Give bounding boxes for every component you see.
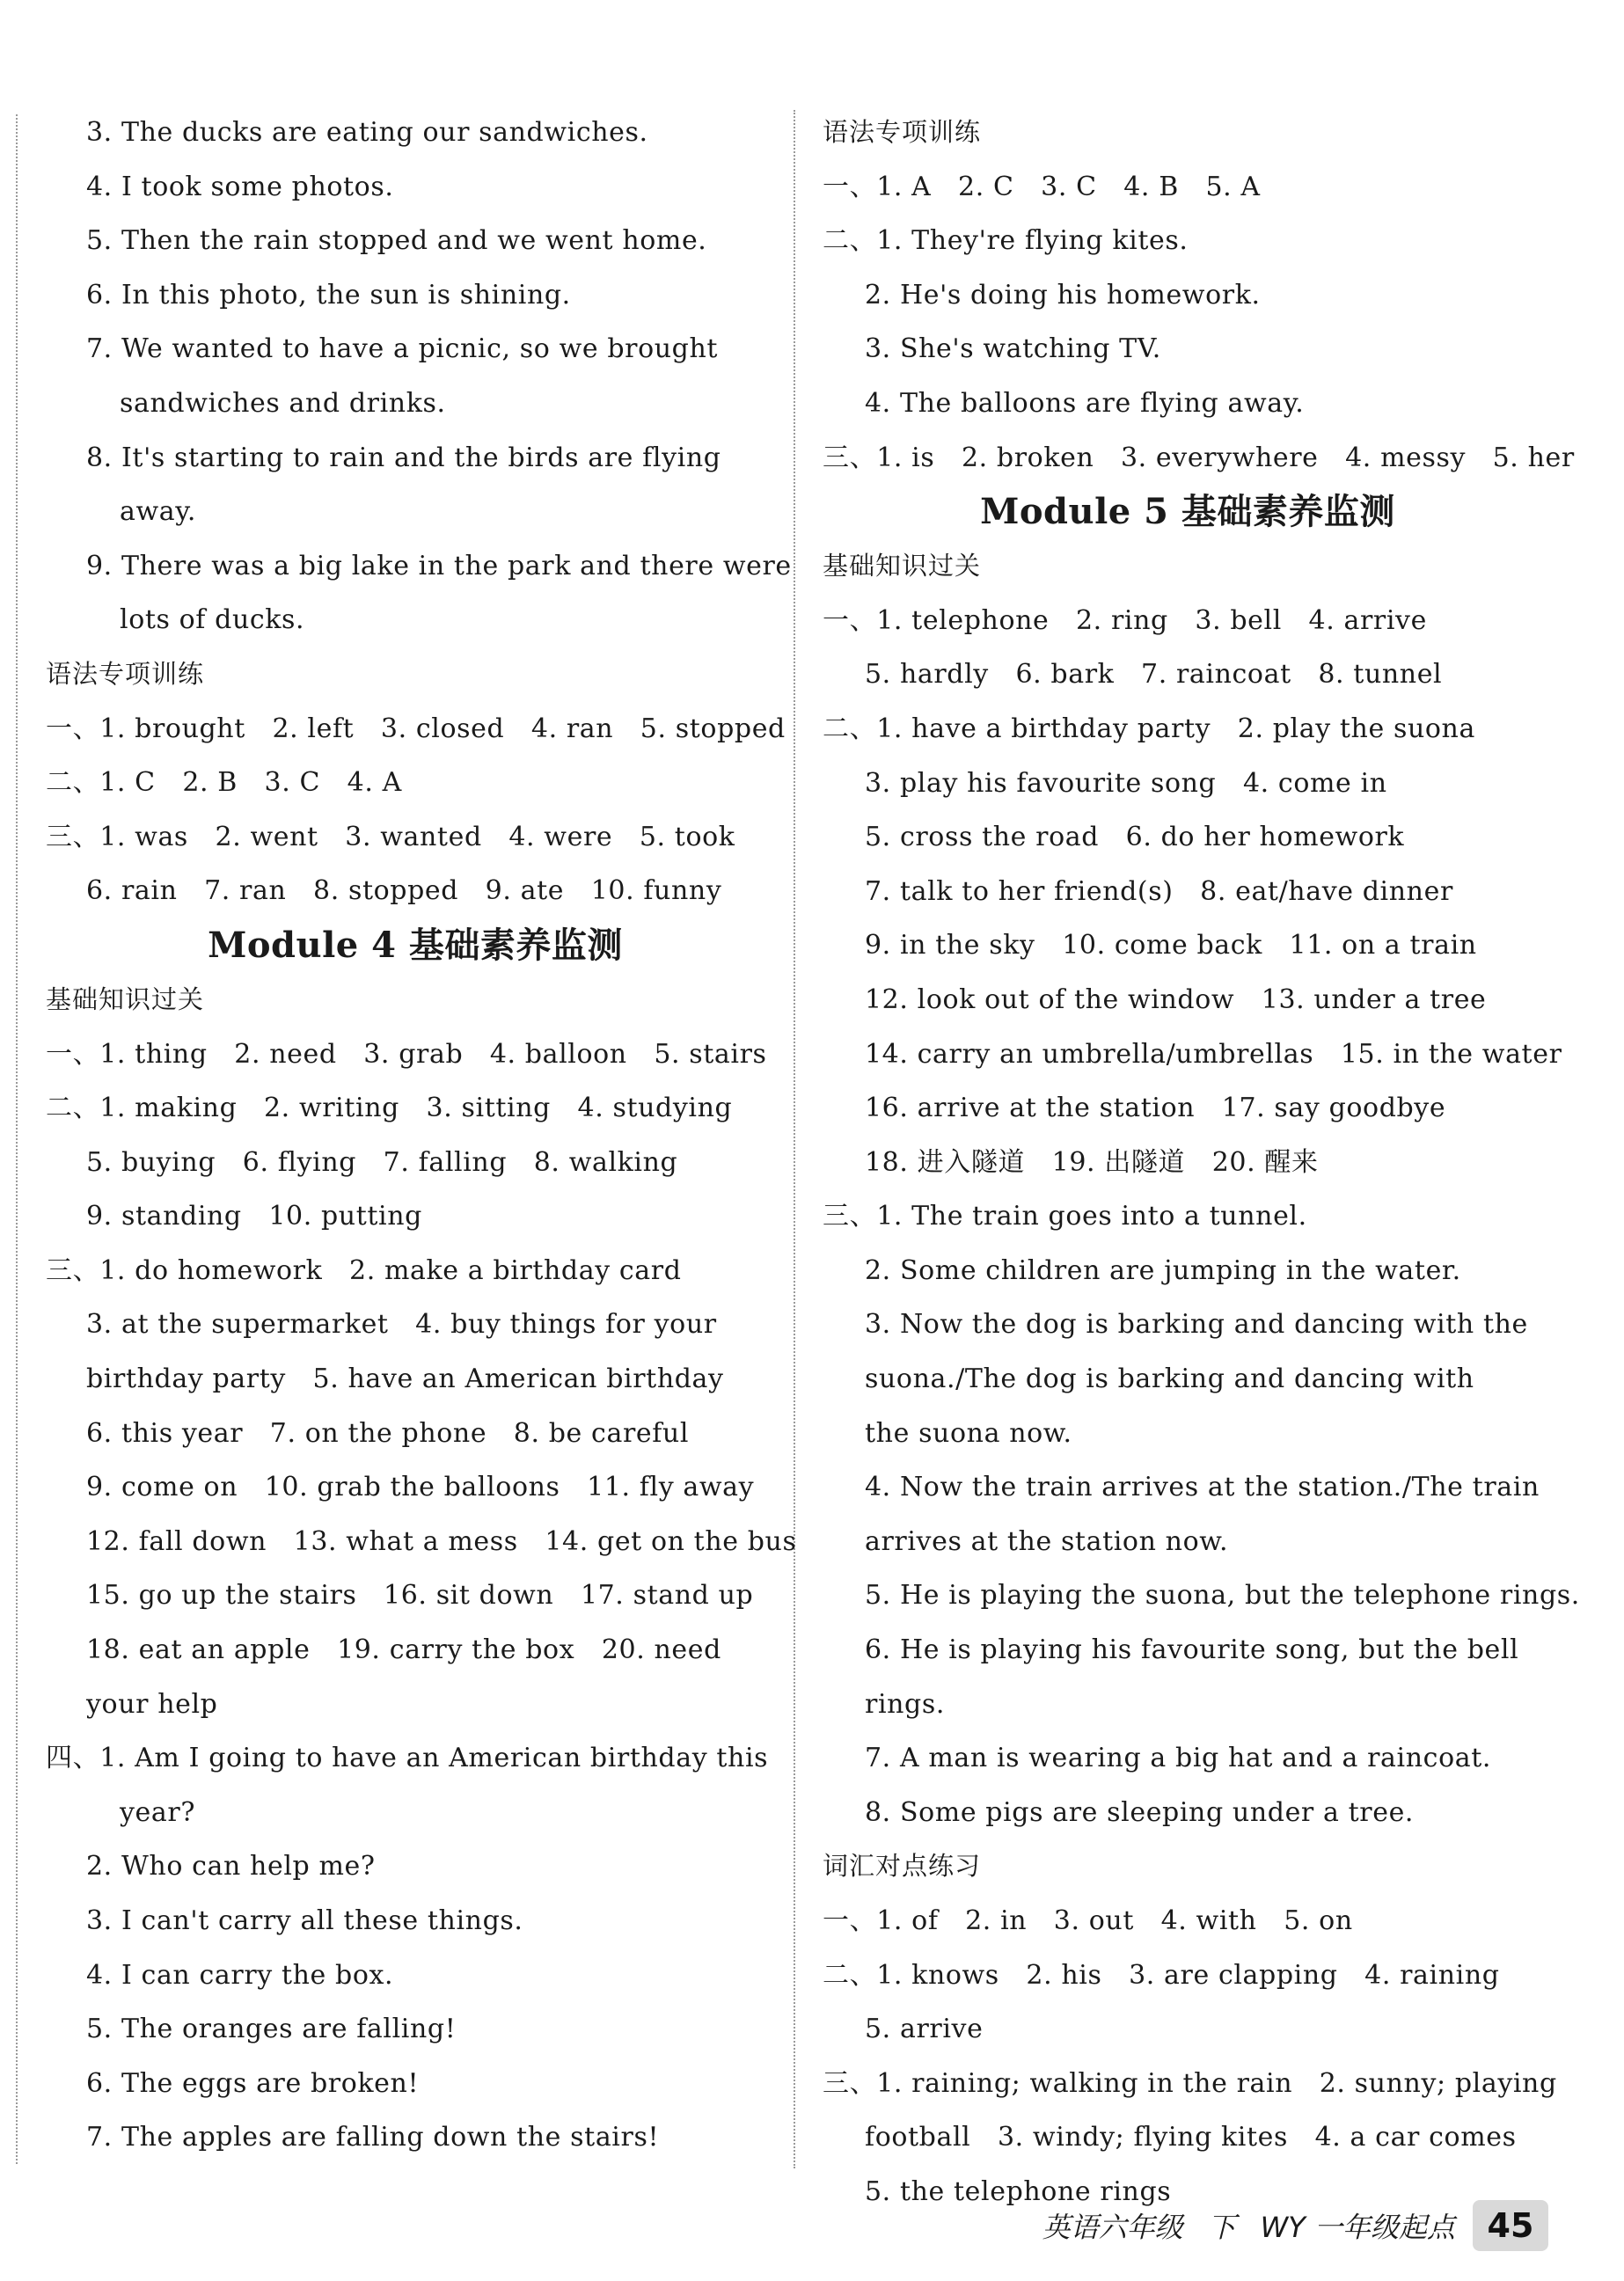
answer-line: 2. Who can help me? — [86, 1851, 376, 1883]
answer-line: 二、1. making 2. writing 3. sitting 4. studying — [46, 1093, 733, 1124]
answer-line: 一、1. brought 2. left 3. closed 4. ran 5. stopped — [46, 713, 786, 744]
answer-line: 二、1. C 2. B 3. C 4. A — [46, 767, 402, 799]
answer-line: football 3. windy; flying kites 4. a car comes — [865, 2122, 1517, 2153]
answer-line: 5. hardly 6. bark 7. raincoat 8. tunnel — [865, 659, 1443, 691]
section-heading: 基础知识过关 — [46, 983, 205, 1014]
footer-edition: WY 一年级起点 — [1260, 2211, 1455, 2244]
answer-line: 6. He is playing his favourite song, but the bell — [865, 1634, 1519, 1666]
answer-line: 5. The oranges are falling! — [86, 2014, 457, 2045]
answer-line: 3. The ducks are eating our sandwiches. — [86, 117, 648, 148]
answer-line: 12. look out of the window 13. under a tree — [865, 983, 1487, 1015]
answer-line: 18. 进入隧道 19. 出隧道 20. 醒来 — [865, 1146, 1319, 1178]
answer-line: 三、1. The train goes into a tunnel. — [823, 1201, 1307, 1232]
left-column — [46, 106, 797, 2165]
answer-line: 6. this year 7. on the phone 8. be careful — [86, 1417, 690, 1449]
answer-line: 三、1. was 2. went 3. wanted 4. were 5. took — [46, 821, 735, 852]
answer-line: 15. go up the stairs 16. sit down 17. stand up — [86, 1580, 754, 1612]
answer-line: 12. fall down 13. what a mess 14. get on the bus — [86, 1525, 797, 1557]
answer-line: 9. There was a big lake in the park and there were — [86, 550, 792, 581]
answer-line: 四、1. Am I going to have an American birthday this — [46, 1743, 769, 1774]
answer-line: 5. arrive — [865, 2014, 984, 2045]
answer-line: away. — [120, 496, 196, 528]
answer-line: 14. carry an umbrella/umbrellas 15. in the water — [865, 1038, 1562, 1070]
column-divider — [794, 110, 795, 2168]
answer-line: 2. Some children are jumping in the water. — [865, 1254, 1461, 1286]
answer-line: 9. in the sky 10. come back 11. on a train — [865, 930, 1477, 961]
answer-line: 6. rain 7. ran 8. stopped 9. ate 10. funny — [86, 875, 722, 907]
section-heading: 语法专项训练 — [46, 658, 205, 689]
answer-line: 一、1. thing 2. need 3. grab 4. balloon 5. stairs — [46, 1038, 767, 1070]
answer-line: 8. Some pigs are sleeping under a tree. — [865, 1796, 1415, 1828]
answer-line: rings. — [865, 1688, 945, 1720]
page-footer — [959, 2195, 1548, 2256]
answer-line: 5. cross the road 6. do her homework — [865, 822, 1405, 853]
answer-line: 7. A man is wearing a big hat and a raincoat. — [865, 1743, 1492, 1774]
answer-line: 一、1. A 2. C 3. C 4. B 5. A — [823, 171, 1261, 202]
answer-line: year? — [120, 1796, 196, 1828]
answer-line: 7. talk to her friend(s) 8. eat/have dinner — [865, 875, 1453, 907]
right-column — [823, 106, 1580, 2219]
answer-line: lots of ducks. — [120, 604, 305, 636]
answer-line: 2. He's doing his homework. — [865, 279, 1261, 311]
answer-line: your help — [86, 1688, 218, 1720]
answer-line: 8. It's starting to rain and the birds are flying — [86, 442, 721, 473]
answer-line: 5. buying 6. flying 7. falling 8. walking — [86, 1146, 678, 1178]
answer-line: the suona now. — [865, 1417, 1072, 1449]
answer-line: 3. I can't carry all these things. — [86, 1905, 523, 1936]
answer-line: 4. Now the train arrives at the station./The train — [865, 1472, 1540, 1503]
answer-line: 三、1. do homework 2. make a birthday card — [46, 1254, 682, 1286]
answer-line: 5. He is playing the suona, but the telephone rings. — [865, 1580, 1580, 1612]
answer-line: 4. I can carry the box. — [86, 1959, 394, 1991]
answer-line: 3. play his favourite song 4. come in — [865, 767, 1387, 799]
answer-line: 二、1. They're flying kites. — [823, 225, 1189, 257]
section-heading: 语法专项训练 — [823, 117, 982, 147]
footer-book-title: 英语六年级 — [1042, 2211, 1183, 2244]
answer-line: 9. come on 10. grab the balloons 11. fly away — [86, 1472, 755, 1503]
answer-line: 4. The balloons are flying away. — [865, 387, 1305, 419]
left-margin-divider — [16, 114, 18, 2164]
footer-volume: 下 — [1207, 2211, 1236, 2244]
answer-line: 7. The apples are falling down the stairs! — [86, 2122, 660, 2153]
module-title: Module 5 基础素养监测 — [980, 491, 1395, 533]
answer-line: 二、1. knows 2. his 3. are clapping 4. raining — [823, 1959, 1500, 1991]
answer-line: 三、1. is 2. broken 3. everywhere 4. messy 5. her — [823, 442, 1575, 473]
answer-line: 16. arrive at the station 17. say goodbye — [865, 1093, 1446, 1124]
answer-line: 7. We wanted to have a picnic, so we brought — [86, 333, 719, 365]
answer-line: birthday party 5. have an American birthday — [86, 1363, 724, 1395]
answer-line: 5. Then the rain stopped and we went home. — [86, 225, 707, 257]
answer-line: suona./The dog is barking and dancing with — [865, 1363, 1474, 1395]
module-title: Module 4 基础素养监测 — [208, 924, 623, 966]
answer-line: 18. eat an apple 19. carry the box 20. need — [86, 1634, 721, 1666]
answer-line: 3. She's watching TV. — [865, 333, 1161, 365]
answer-line: sandwiches and drinks. — [120, 387, 446, 419]
answer-line: 9. standing 10. putting — [86, 1201, 422, 1232]
section-heading: 基础知识过关 — [823, 551, 982, 581]
answer-line: 6. In this photo, the sun is shining. — [86, 279, 571, 311]
answer-line: 二、1. have a birthday party 2. play the suona — [823, 713, 1475, 744]
answer-line: 一、1. telephone 2. ring 3. bell 4. arrive — [823, 604, 1427, 636]
answer-line: 3. Now the dog is barking and dancing with the — [865, 1309, 1528, 1341]
answer-line: 6. The eggs are broken! — [86, 2067, 420, 2099]
answer-line: 3. at the supermarket 4. buy things for your — [86, 1309, 717, 1341]
answer-line: 4. I took some photos. — [86, 171, 394, 202]
answer-line: 一、1. of 2. in 3. out 4. with 5. on — [823, 1905, 1353, 1936]
page-number: 45 — [1473, 2200, 1548, 2251]
answer-line: arrives at the station now. — [865, 1525, 1229, 1557]
answer-line: 三、1. raining; walking in the rain 2. sunny; playing — [823, 2067, 1557, 2099]
section-heading: 词汇对点练习 — [823, 1851, 982, 1882]
answer-line: 5. the telephone rings — [865, 2175, 1172, 2207]
